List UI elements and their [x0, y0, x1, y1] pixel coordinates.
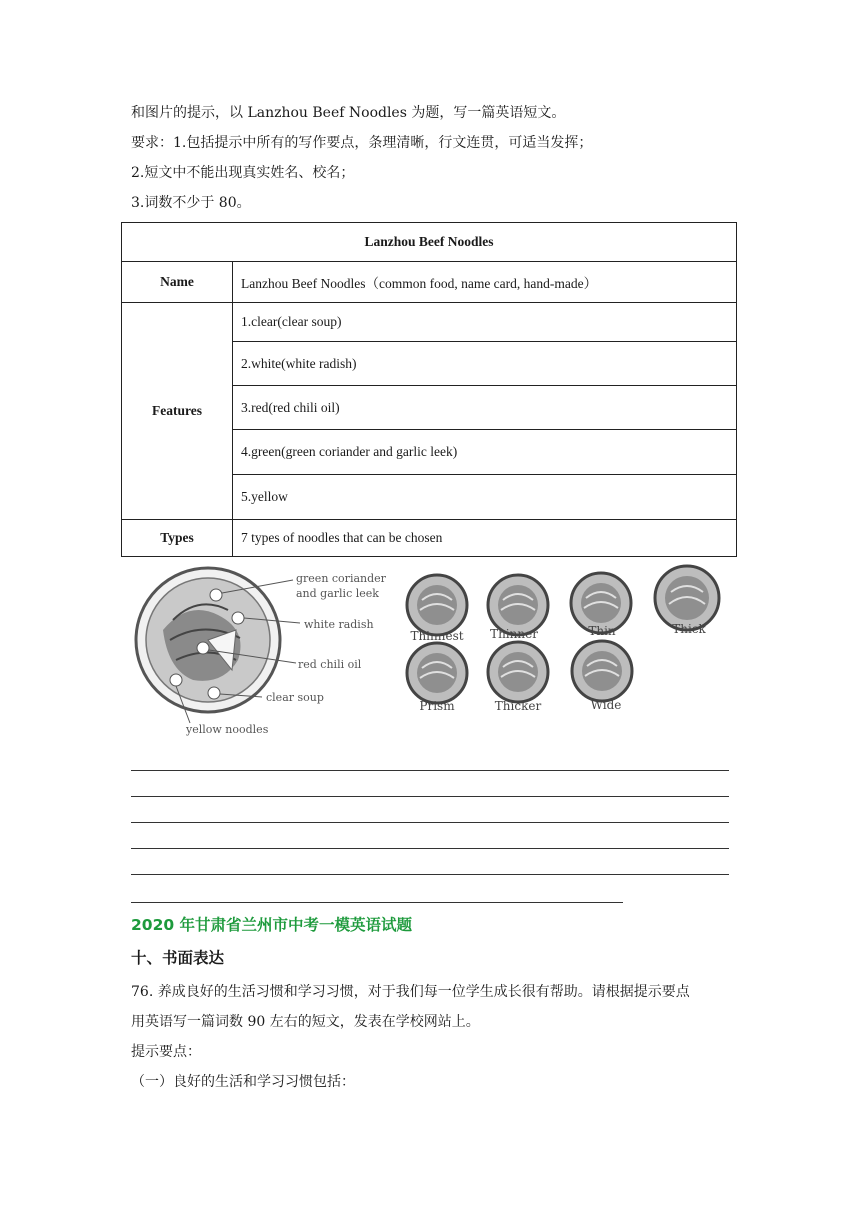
- table-row-types: [122, 520, 737, 557]
- question-line-2: 用英语写一篇词数 90 左右的短文，发表在学校网站上。: [131, 1014, 480, 1030]
- type-label-wide: Wide: [590, 698, 622, 712]
- bowl-icon: [407, 575, 467, 635]
- type-label-thinnest: Thinnest: [410, 629, 464, 643]
- writing-line[interactable]: [131, 770, 729, 771]
- name-value: Lanzhou Beef Noodles（common food, name card, hand-made）: [233, 262, 737, 303]
- features-label: Features: [122, 303, 233, 520]
- table-header-row: [122, 223, 737, 262]
- label-coriander-1: green coriander: [296, 572, 386, 585]
- feature-3: 3.red(red chili oil): [233, 386, 737, 430]
- feature-5: 5.yellow: [233, 475, 737, 520]
- table-title: Lanzhou Beef Noodles: [122, 223, 737, 262]
- feature-2: 2.white(white radish): [233, 342, 737, 386]
- intro-line-2: 要求：1.包括提示中所有的写作要点，条理清晰，行文连贯，可适当发挥；: [131, 135, 593, 151]
- intro-line-3: 2.短文中不能出现真实姓名、校名；: [131, 165, 355, 181]
- intro-line-1: 和图片的提示，以 Lanzhou Beef Noodles 为题，写一篇英语短文。: [131, 105, 566, 121]
- bowl-icon: [488, 642, 548, 702]
- bowl-icon: [655, 566, 719, 630]
- section-heading: 十、书面表达: [131, 949, 225, 967]
- section-title: 2020 年甘肃省兰州市中考一模英语试题: [131, 916, 413, 934]
- label-soup: clear soup: [266, 691, 324, 704]
- question-line-1: 76. 养成良好的生活习惯和学习习惯，对于我们每一位学生成长很有帮助。请根据提示要点: [131, 984, 690, 1000]
- table-row-feature: [122, 303, 737, 342]
- bowl-icon: [407, 643, 467, 703]
- large-bowl-icon: [136, 568, 280, 712]
- writing-line[interactable]: [131, 796, 729, 797]
- writing-line[interactable]: [131, 902, 623, 903]
- type-label-prism: Prism: [419, 699, 455, 713]
- bowl-icon: [572, 641, 632, 701]
- types-value: 7 types of noodles that can be chosen: [233, 520, 737, 557]
- name-label: Name: [122, 262, 233, 303]
- writing-line[interactable]: [131, 822, 729, 823]
- label-yellow: yellow noodles: [186, 723, 269, 736]
- label-coriander-2: and garlic leek: [296, 587, 379, 600]
- bowl-icon: [488, 575, 548, 635]
- feature-1: 1.clear(clear soup): [233, 303, 737, 342]
- question-line-3: 提示要点：: [131, 1044, 201, 1060]
- label-radish: white radish: [304, 618, 374, 631]
- noodles-table: [121, 222, 737, 557]
- writing-line[interactable]: [131, 848, 729, 849]
- types-label: Types: [122, 520, 233, 557]
- table-row-name: [122, 262, 737, 303]
- question-line-4: （一）良好的生活和学习习惯包括：: [131, 1074, 355, 1090]
- noodles-illustration: [128, 560, 738, 745]
- type-label-thick: Thick: [672, 622, 706, 636]
- intro-line-4: 3.词数不少于 80。: [131, 195, 251, 211]
- type-label-thicker: Thicker: [494, 699, 542, 713]
- label-chili: red chili oil: [298, 658, 362, 671]
- type-label-thinner: Thinner: [490, 627, 538, 641]
- writing-line[interactable]: [131, 874, 729, 875]
- feature-4: 4.green(green coriander and garlic leek): [233, 430, 737, 475]
- type-label-thin: Thin: [588, 624, 616, 638]
